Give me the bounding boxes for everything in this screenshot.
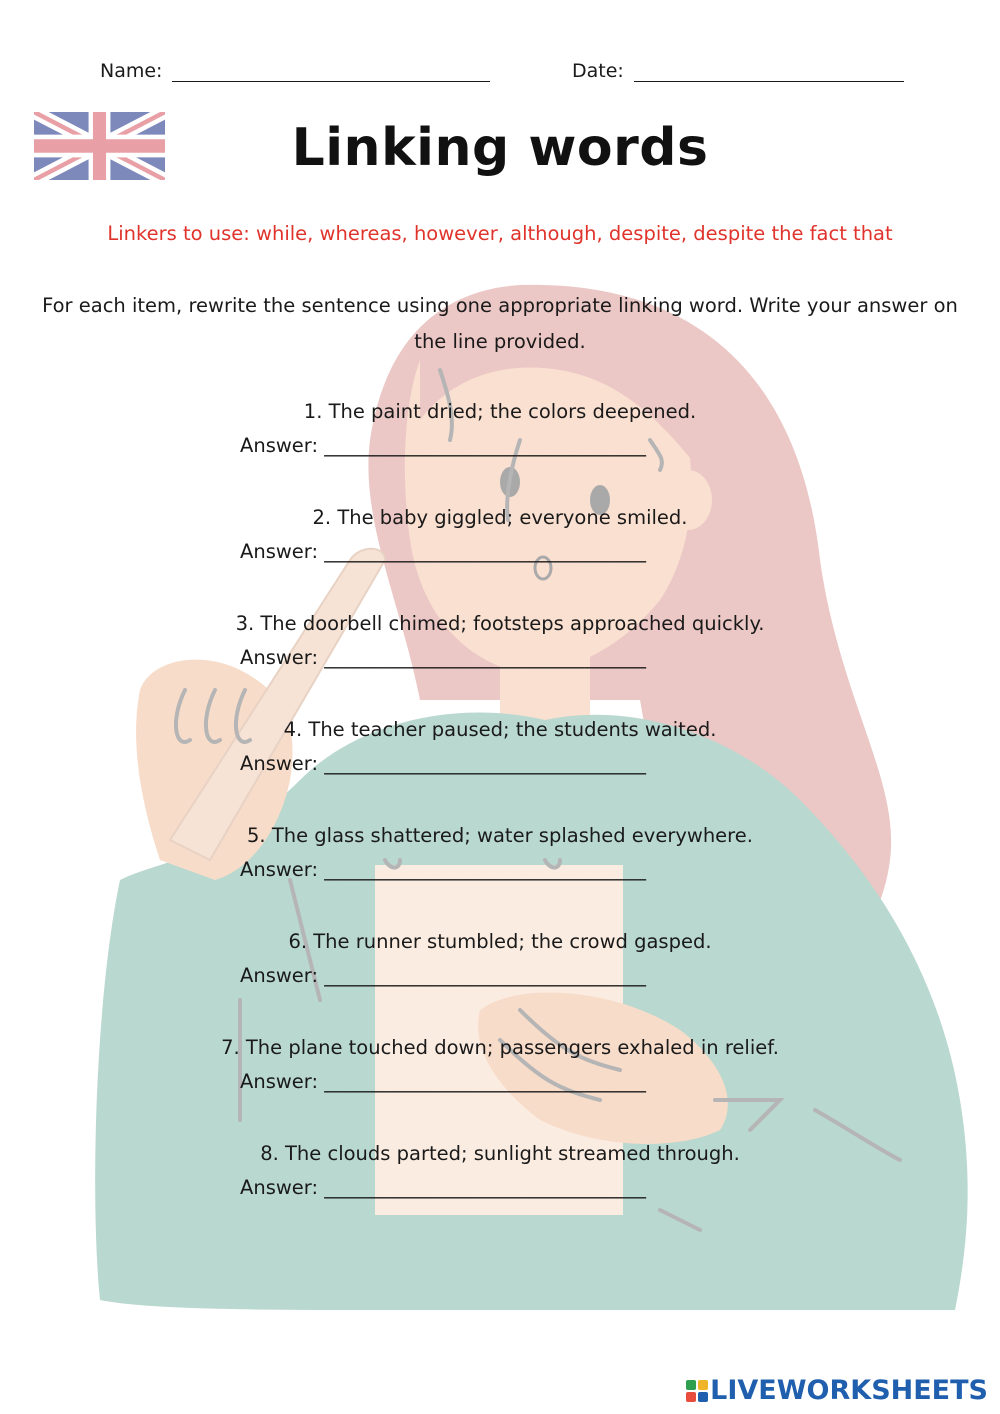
name-field[interactable] bbox=[100, 60, 490, 82]
exercise-sentence: 2. The baby giggled; everyone smiled. bbox=[312, 506, 688, 529]
answer-line[interactable]: Answer: _________________________________ bbox=[240, 858, 646, 881]
linkers-list: Linkers to use: while, whereas, however, although, despite, despite the fact that bbox=[107, 222, 893, 245]
date-field[interactable] bbox=[572, 60, 904, 82]
exercise-item bbox=[0, 503, 1000, 563]
exercise-sentence: 3. The doorbell chimed; footsteps approached quickly. bbox=[235, 612, 765, 635]
exercise-item bbox=[0, 1139, 1000, 1199]
answer-line[interactable]: Answer: _________________________________ bbox=[240, 434, 646, 457]
answer-line[interactable]: Answer: _________________________________ bbox=[240, 1176, 646, 1199]
page-title: Linking words bbox=[291, 118, 709, 178]
exercise-sentence: 6. The runner stumbled; the crowd gasped. bbox=[288, 930, 712, 953]
exercise-item bbox=[0, 397, 1000, 457]
exercise-sentence: 1. The paint dried; the colors deepened. bbox=[303, 400, 697, 423]
header-row bbox=[0, 60, 1000, 90]
exercise-item bbox=[0, 1033, 1000, 1093]
date-line[interactable] bbox=[634, 61, 904, 82]
exercise-sentence: 5. The glass shattered; water splashed everywhere. bbox=[247, 824, 753, 847]
date-label: Date: bbox=[572, 60, 624, 82]
exercise-sentence: 4. The teacher paused; the students waited. bbox=[283, 718, 717, 741]
name-line[interactable] bbox=[172, 61, 490, 82]
exercise-sentence: 8. The clouds parted; sunlight streamed through. bbox=[260, 1142, 740, 1165]
instructions: For each item, rewrite the sentence using one appropriate linking word. Write your answer on the line provided. bbox=[42, 294, 958, 353]
exercise-item bbox=[0, 821, 1000, 881]
exercise-item bbox=[0, 927, 1000, 987]
answer-line[interactable]: Answer: _________________________________ bbox=[240, 752, 646, 775]
liveworksheets-icon bbox=[686, 1380, 708, 1402]
answer-line[interactable]: Answer: _________________________________ bbox=[240, 1070, 646, 1093]
exercise-sentence: 7. The plane touched down; passengers exhaled in relief. bbox=[221, 1036, 779, 1059]
liveworksheets-logo bbox=[686, 1375, 988, 1406]
answer-line[interactable]: Answer: _________________________________ bbox=[240, 964, 646, 987]
liveworksheets-text: LIVEWORKSHEETS bbox=[710, 1375, 988, 1406]
answer-line[interactable]: Answer: _________________________________ bbox=[240, 646, 646, 669]
name-label: Name: bbox=[100, 60, 163, 82]
exercise-item bbox=[0, 715, 1000, 775]
answer-line[interactable]: Answer: _________________________________ bbox=[240, 540, 646, 563]
exercise-item bbox=[0, 609, 1000, 669]
